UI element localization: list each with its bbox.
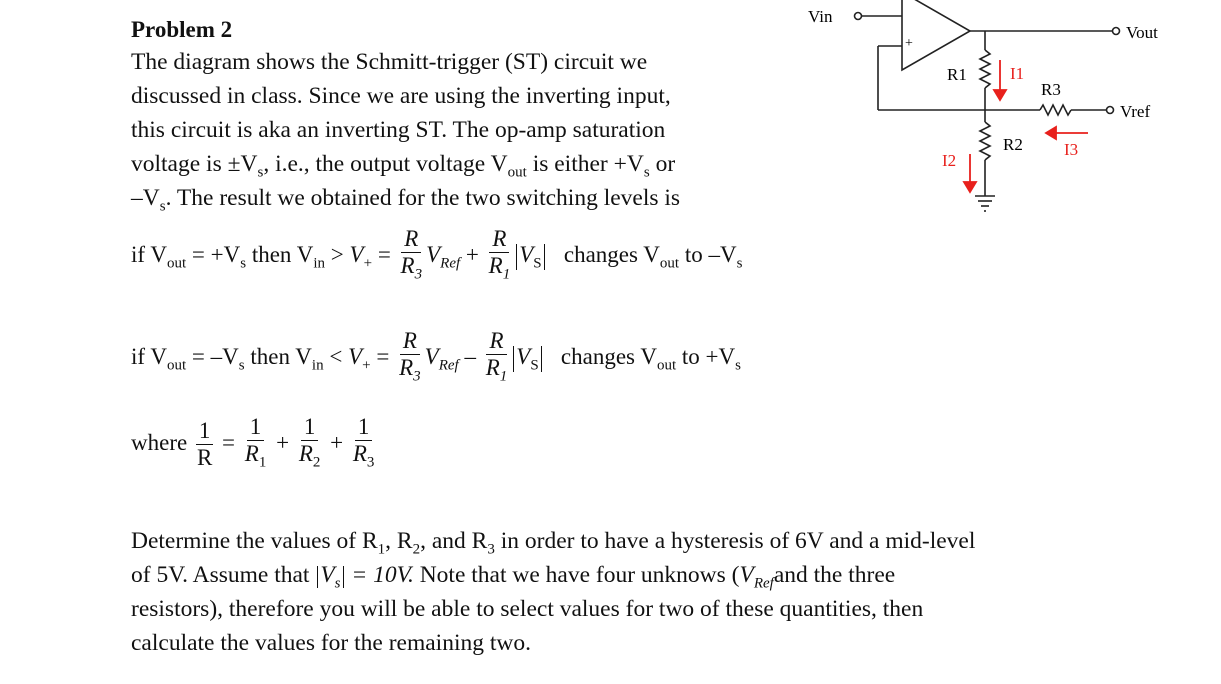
r1-label: R1 <box>947 65 967 84</box>
vout-label: Vout <box>1126 23 1158 42</box>
intro-line-3: this circuit is aka an inverting ST. The op-amp saturation <box>131 117 666 143</box>
equation-upper-threshold: if $V_{out} = +V_s$ then $V_{in} > V_+$ = $\frac{R}{R_3}$ $V_{Ref}$ + $\frac{R}{R_1}$ $V_S$ changes $V_{out}$ to $-V_s$ <box>131 226 743 283</box>
r2-resistor <box>980 122 990 160</box>
i3-label: I3 <box>1064 140 1079 159</box>
intro-line-1: The diagram shows the Schmitt-trigger (ST) circuit we <box>131 49 648 75</box>
op-amp <box>902 0 970 70</box>
question-line-4: calculate the values for the remaining two. <box>131 630 531 656</box>
equation-lower-threshold: if $V_{out} = -V_s$ then $V_{in} < V_+$ = $\frac{R}{R_3}$ $V_{Ref}$ – $\frac{R}{R_1}$ $V_S$ changes $V_{out}$ to $+V_s$ <box>131 328 741 385</box>
i2-label: I2 <box>942 151 957 170</box>
problem-title: Problem 2 <box>131 17 233 42</box>
vref-terminal <box>1107 107 1114 114</box>
intro-line-4: voltage is $\pm V_s$, i.e., the output voltage $V_{out}$ is either $+V_s$ or <box>131 151 676 181</box>
vref-label: Vref <box>1120 102 1151 121</box>
question-line-1: Determine the values of $R_1$, $R_2$, and $R_3$ in order to have a hysteresis of 6V and a mid-level <box>131 528 976 558</box>
vout-terminal <box>1113 28 1120 35</box>
equation-parallel-resistance: where $\frac{1}{R}$ = $\frac{1}{R_1}$ + $\frac{1}{R_2}$ + $\frac{1}{R_3}$ <box>131 414 375 471</box>
r1-resistor <box>980 50 990 88</box>
i1-label: I1 <box>1010 64 1025 83</box>
question-line-3: resistors), therefore you will be able to select values for two of these quantities, then <box>131 596 924 622</box>
intro-line-2: discussed in class. Since we are using the inverting input, <box>131 83 671 109</box>
plus-sign: + <box>905 36 913 51</box>
r3-resistor <box>1040 105 1071 115</box>
r3-label: R3 <box>1041 80 1061 99</box>
r2-label: R2 <box>1003 135 1023 154</box>
intro-line-5: $-V_s$. The result we obtained for the two switching levels is <box>131 185 681 215</box>
vin-label: Vin <box>808 7 833 26</box>
vin-terminal <box>855 13 862 20</box>
question-line-2: of 5V. Assume that $V_s = 10V$. Note that we have four unknows ($V_{Ref}and$ the three <box>131 562 896 592</box>
schmitt-trigger-circuit <box>790 0 1221 230</box>
